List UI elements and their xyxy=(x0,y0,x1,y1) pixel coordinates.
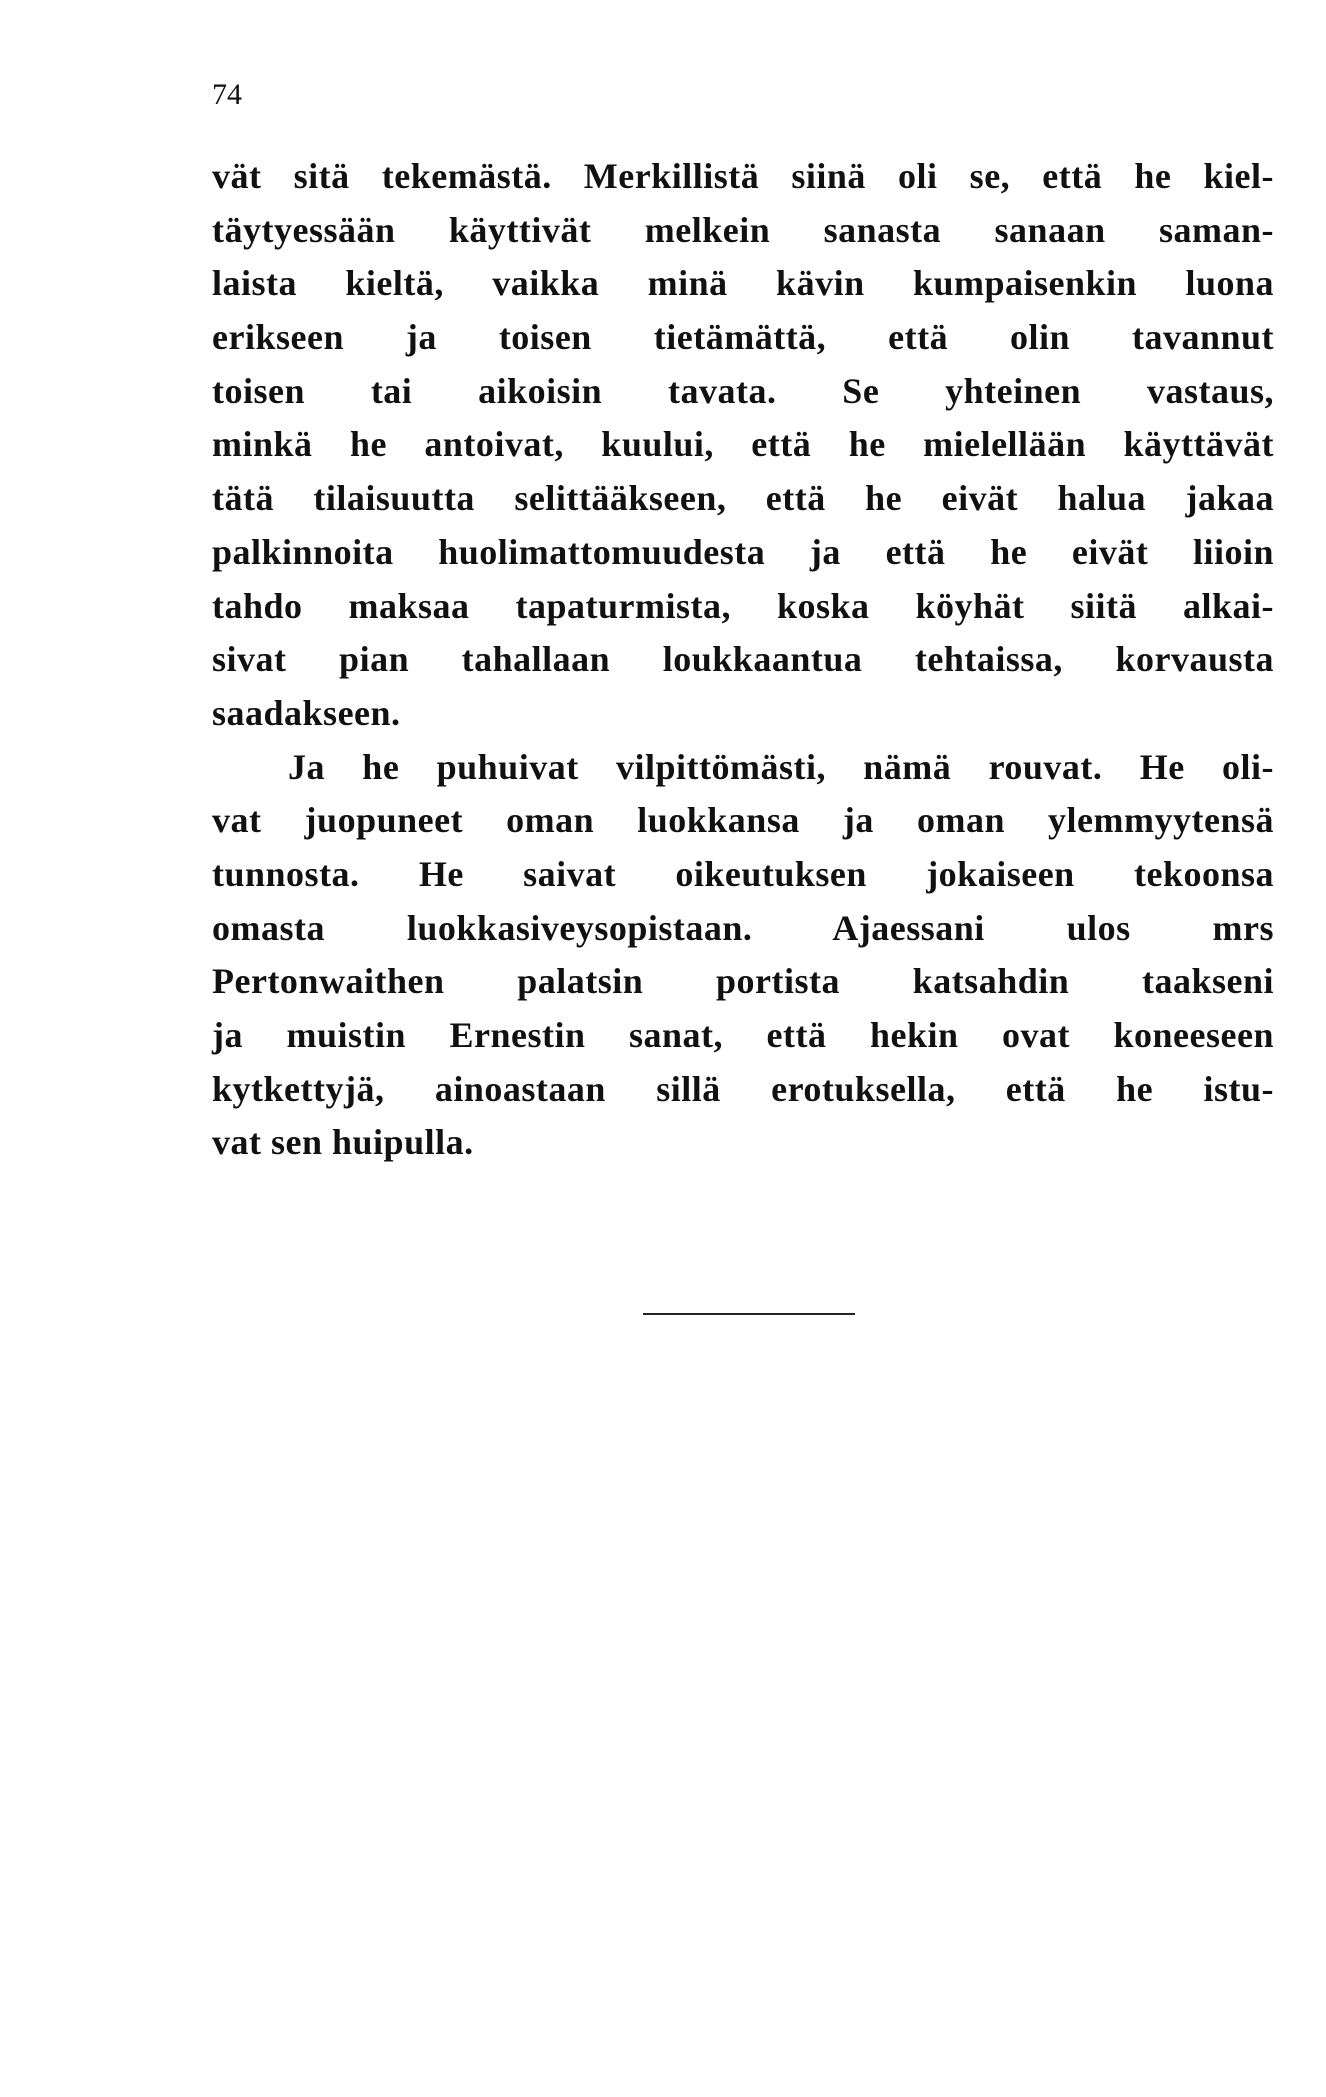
text-line: minkä he antoivat, kuului, että he mielellään käyttävät xyxy=(212,424,1274,465)
text-line: saadakseen. xyxy=(212,692,401,733)
text-line: toisen tai aikoisin tavata. Se yhteinen vastaus, xyxy=(212,370,1274,411)
text-line: tätä tilaisuutta selittääkseen, että he eivät halua jakaa xyxy=(212,478,1274,519)
text-line: Pertonwaithen palatsin portista katsahdin taakseni xyxy=(212,961,1274,1002)
page-number: 74 xyxy=(212,78,242,111)
text-line: tahdo maksaa tapaturmista, koska köyhät siitä alkai- xyxy=(212,585,1274,626)
text-line: erikseen ja toisen tietämättä, että olin tavannut xyxy=(212,317,1274,358)
text-line: ja muistin Ernestin sanat, että hekin ovat koneeseen xyxy=(212,1015,1274,1055)
text-line: tunnosta. He saivat oikeutuksen jokaiseen tekoonsa xyxy=(212,853,1274,894)
text-line: sivat pian tahallaan loukkaantua tehtaissa, korvausta xyxy=(212,639,1274,680)
text-line: täytyessään käyttivät melkein sanasta sanaan saman- xyxy=(212,209,1274,250)
section-end-rule xyxy=(643,1313,855,1315)
text-line: laista kieltä, vaikka minä kävin kumpaisenkin luona xyxy=(212,263,1274,304)
text-line: Ja he puhuivat vilpittömästi, nämä rouvat. He oli- xyxy=(288,746,1274,787)
text-line: vät sitä tekemästä. Merkillistä siinä oli se, että he kiel- xyxy=(212,156,1274,196)
text-line: palkinnoita huolimattomuudesta ja että he eivät liioin xyxy=(212,531,1274,572)
text-line: omasta luokkasiveysopistaan. Ajaessani ulos mrs xyxy=(212,907,1274,948)
body-text xyxy=(212,150,1274,1170)
text-line: vat juopuneet oman luokkansa ja oman ylemmyytensä xyxy=(212,800,1274,841)
text-line: vat sen huipulla. xyxy=(212,1122,474,1163)
text-line: kytkettyjä, ainoastaan sillä erotuksella, että he istu- xyxy=(212,1068,1274,1109)
